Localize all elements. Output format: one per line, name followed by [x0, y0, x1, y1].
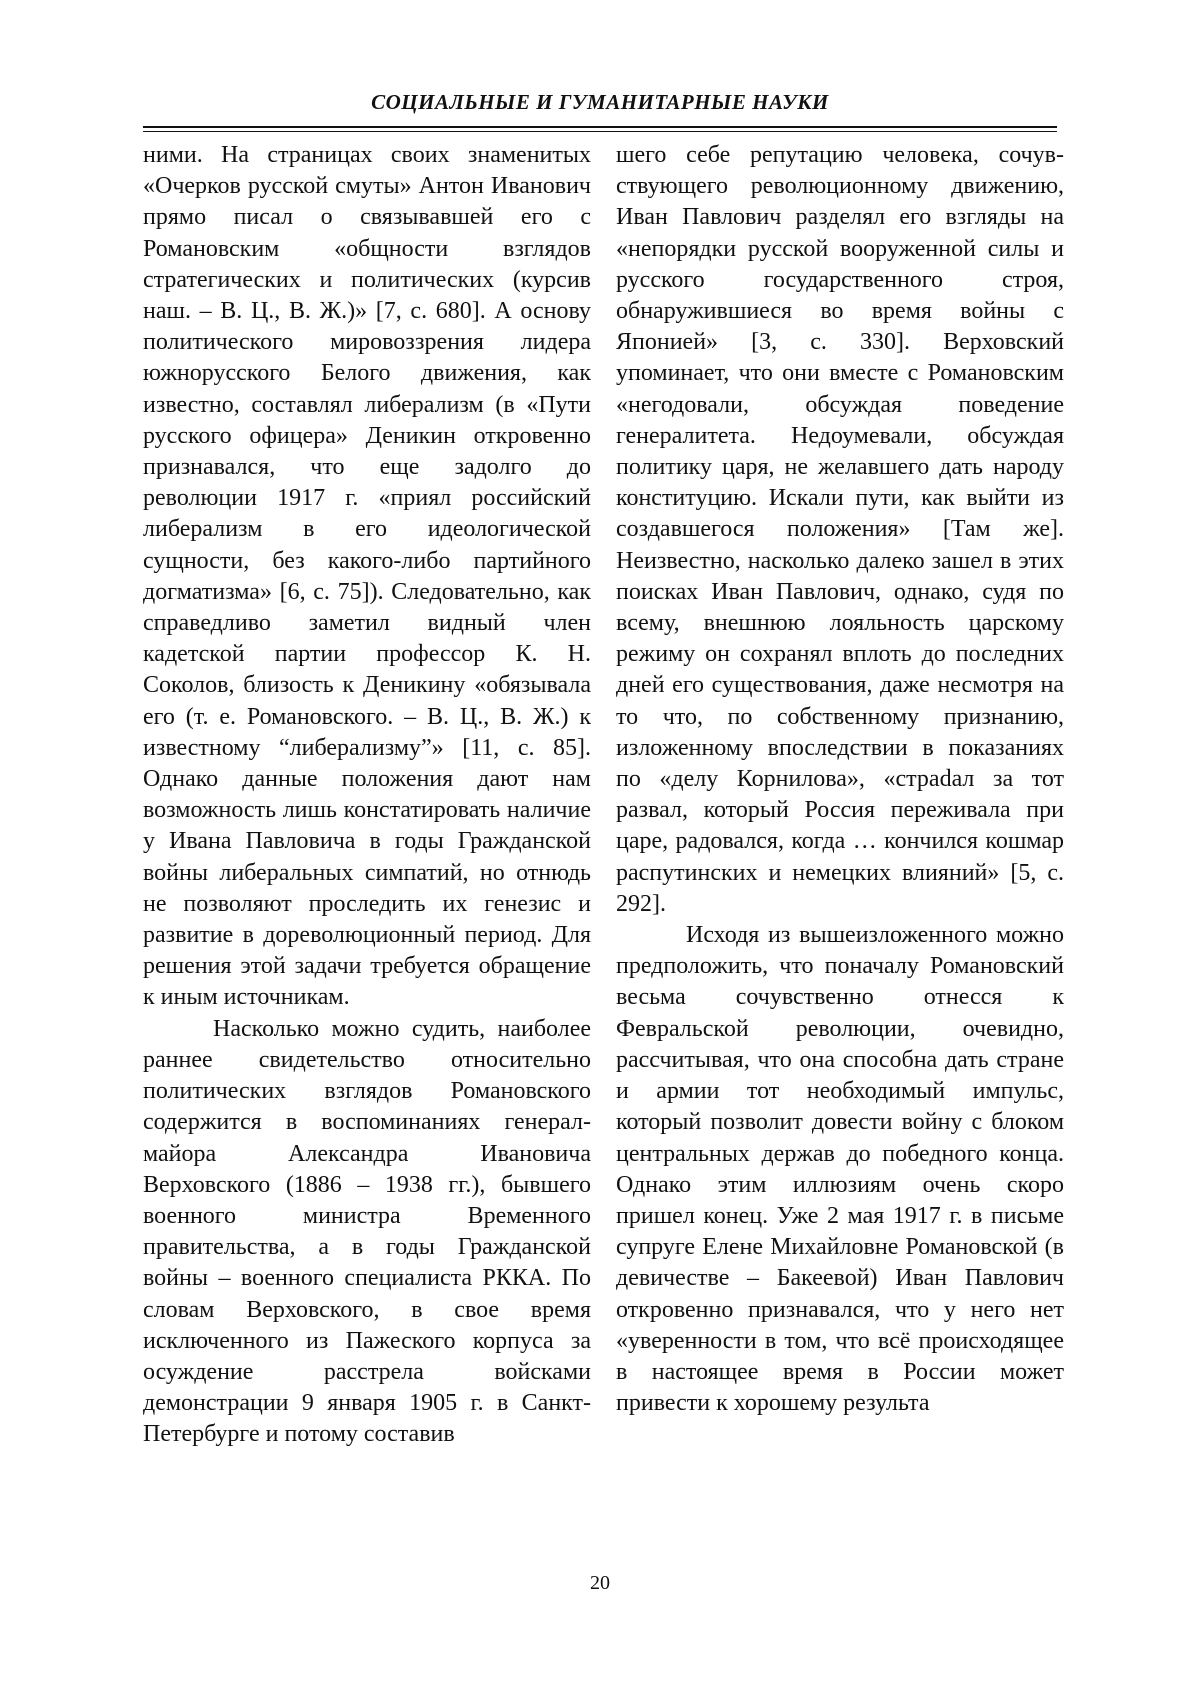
- left-column: [143, 140, 591, 1451]
- right-paragraph-1: шего себе репутацию человека, сочувствующего революционному движению, Иван Павлович разделял его взгляды на «непорядки русской вооруженной силы и русского государственного строя, обнаружившиеся во время войны с Японией» [3, с. 330]. Верховский упоминает, что они вместе с Романовским «негодовали, обсуждая поведение генералитета. Недоумевали, обсуждая политику царя, не желавшего дать народу конституцию. Искали пути, как выйти из создавшегося положения» [Там же]. Неизвестно, насколько далеко зашел в этих поисках Иван Павлович, однако, судя по всему, внешнюю лояльность царскому режиму он сохранял вплоть до последних дней его существования, даже несмотря на то что, по собственному признанию, изложенному впоследствии в показаниях по «делу Корнилова», «страdал за тот развал, который Россия переживала при царе, радовался, когда … кончился кошмар распутинских и немецких влияний» [5, с. 292].: [616, 142, 1064, 917]
- running-header: СОЦИАЛЬНЫЕ И ГУМАНИТАРНЫЕ НАУКИ: [371, 90, 829, 114]
- header-rule-thin: [143, 131, 1057, 132]
- right-column: [616, 140, 1064, 1419]
- page-number: 20: [590, 1572, 610, 1594]
- header-rule-thick: [143, 126, 1057, 128]
- left-paragraph-1: ними. На страницах своих знаменитых «Очерков русской смуты» Антон Иванович прямо писал о связывавшей его с Романовским «общности взглядов стратегических и политических (курсив наш. – В. Ц., В. Ж.)» [7, с. 680]. А основу политического мировоззрения лидера южнорусского Белого движения, как известно, составлял либерализм (в «Пути русского офицера» Деникин откровенно признавался, что еще задолго до революции 1917 г. «приял российский либерализм в его идеологической сущности, без какого-либо партийного догматизма» [6, с. 75]). Следовательно, как справедливо заметил видный член кадетской партии профессор К. Н. Соколов, близость к Деникину «обязывала его (т. е. Романовского. – В. Ц., В. Ж.) к известному “либерализму”» [11, с. 85]. Однако данные положения дают нам возможность лишь констатировать наличие у Ивана Павловича в годы Гражданской войны либеральных симпатий, но отнюдь не позволяют проследить их генезис и развитие в дореволюционный период. Для решения этой задачи требуется обращение к иным источникам.: [143, 142, 591, 1011]
- right-paragraph-2: Исходя из вышеизложенного можно предположить, что поначалу Романовский весьма сочувственно отнесся к Февральской революции, очевидно, рассчитывая, что она способна дать стране и армии тот необходимый импульс, который позволит довести войну с блоком центральных держав до победного конца. Однако этим иллюзиям очень скоро пришел конец. Уже 2 мая 1917 г. в письме супруге Елене Михайловне Романовской (в девичестве – Бакеевой) Иван Павлович откровенно признавался, что у него нет «уверенности в том, что всё происходящее в настоящее время в России может привести к хорошему результа: [616, 922, 1064, 1417]
- left-paragraph-2: Насколько можно судить, наиболее раннее свидетельство относительно политических взглядов Романовского содержится в воспоминаниях генерал-майора Александра Ивановича Верховского (1886 – 1938 гг.), бывшего военного министра Временного правительства, а в годы Гражданской войны – военного специалиста РККА. По словам Верховского, в свое время исключенного из Пажеского корпуса за осуждение расстрела войсками демонстрации 9 января 1905 г. в Санкт-Петербурге и потому составив: [143, 1015, 591, 1448]
